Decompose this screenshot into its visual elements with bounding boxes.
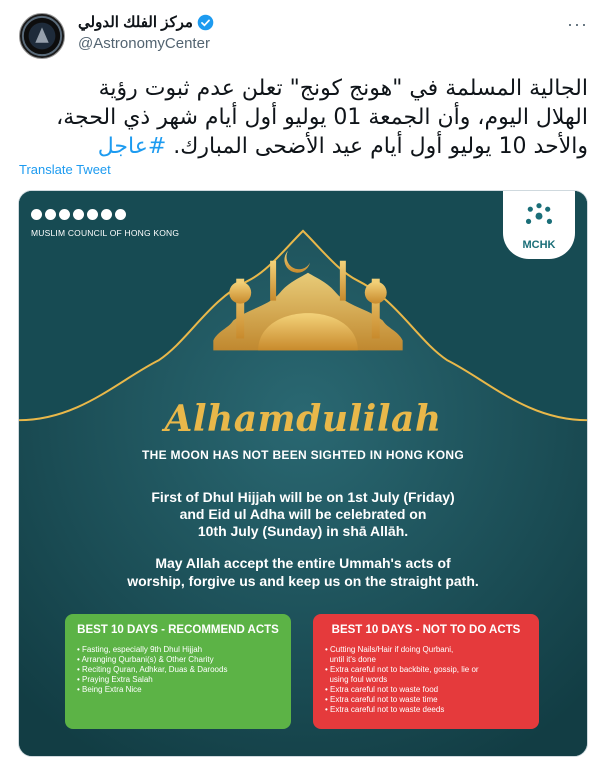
tweet-image-card[interactable] bbox=[18, 190, 588, 757]
prayer-line: May Allah accept the entire Ummah's acts of bbox=[155, 555, 451, 571]
whatsapp-icon bbox=[101, 209, 112, 220]
prayer-text bbox=[79, 554, 527, 590]
list-item: using foul words bbox=[329, 675, 388, 684]
list-item: • Arranging Qurbani(s) & Other Charity bbox=[77, 655, 214, 664]
list-item: until it's done bbox=[329, 655, 376, 664]
web-icon bbox=[115, 209, 126, 220]
list-item: • Praying Extra Salah bbox=[77, 675, 153, 684]
author-name-row bbox=[78, 13, 214, 31]
social-icons bbox=[31, 209, 126, 220]
recommend-acts-list bbox=[77, 645, 279, 695]
not-to-do-acts-list bbox=[325, 645, 527, 715]
announcement-line: First of Dhul Hijjah will be on 1st July (Friday) bbox=[151, 489, 455, 505]
tweet-line bbox=[18, 132, 588, 161]
not-to-do-acts-box bbox=[313, 614, 539, 729]
poster-headline: Alhamdulilah bbox=[164, 398, 442, 440]
list-item: • Being Extra Nice bbox=[77, 685, 142, 694]
list-item: • Extra careful not to backbite, gossip, lie or bbox=[325, 665, 479, 674]
list-item: • Cutting Nails/Hair if doing Qurbani, bbox=[325, 645, 454, 654]
announcement-text bbox=[79, 489, 527, 540]
list-item: • Extra careful not to waste deeds bbox=[325, 705, 445, 714]
avatar[interactable] bbox=[19, 13, 65, 59]
mchk-logo bbox=[503, 191, 575, 259]
mchk-emblem-icon bbox=[503, 197, 575, 237]
list-item: • Extra careful not to waste time bbox=[325, 695, 438, 704]
facebook-icon bbox=[31, 209, 42, 220]
author-display-name[interactable]: مركز الفلك الدولي bbox=[78, 14, 193, 31]
recommend-acts-title: BEST 10 DAYS - RECOMMEND ACTS bbox=[77, 624, 279, 636]
author-handle[interactable]: @AstronomyCenter bbox=[78, 35, 210, 52]
hashtag-link[interactable]: #عاجل bbox=[97, 134, 167, 159]
announcement-line: 10th July (Sunday) in shā Allāh. bbox=[197, 523, 409, 539]
list-item: • Extra careful not to waste food bbox=[325, 685, 439, 694]
youtube-icon bbox=[73, 209, 84, 220]
twitter-icon bbox=[59, 209, 70, 220]
more-options-icon[interactable]: ··· bbox=[567, 14, 588, 34]
tweet-text bbox=[18, 74, 588, 161]
verified-badge-icon bbox=[197, 14, 214, 31]
list-item: • Fasting, especially 9th Dhul Hijjah bbox=[77, 645, 203, 654]
announcement-line: and Eid ul Adha will be celebrated on bbox=[179, 506, 427, 522]
tweet-line: الهلال اليوم، وأن الجمعة 01 يوليو أول أيام شهر ذي الحجة، bbox=[56, 105, 588, 130]
mchk-logo-text: MCHK bbox=[522, 239, 556, 251]
tweet-line: الجالية المسلمة في "هونج كونج" تعلن عدم ثبوت رؤية bbox=[98, 76, 588, 101]
poster-subheadline: THE MOON HAS NOT BEEN SIGHTED IN HONG KONG bbox=[142, 448, 464, 462]
prayer-line: worship, forgive us and keep us on the straight path. bbox=[127, 573, 479, 589]
tweet-line-text: والأحد 10 يوليو أول أيام عيد الأضحى المبارك. bbox=[173, 134, 588, 159]
instagram-icon bbox=[45, 209, 56, 220]
org-name: MUSLIM COUNCIL OF HONG KONG bbox=[31, 228, 180, 238]
recommend-acts-box bbox=[65, 614, 291, 729]
list-item: • Reciting Quran, Adhkar, Duas & Daroods bbox=[77, 665, 228, 674]
not-to-do-acts-title: BEST 10 DAYS - NOT TO DO ACTS bbox=[331, 624, 521, 636]
pinterest-icon bbox=[87, 209, 98, 220]
translate-tweet-link[interactable]: Translate Tweet bbox=[19, 162, 111, 177]
